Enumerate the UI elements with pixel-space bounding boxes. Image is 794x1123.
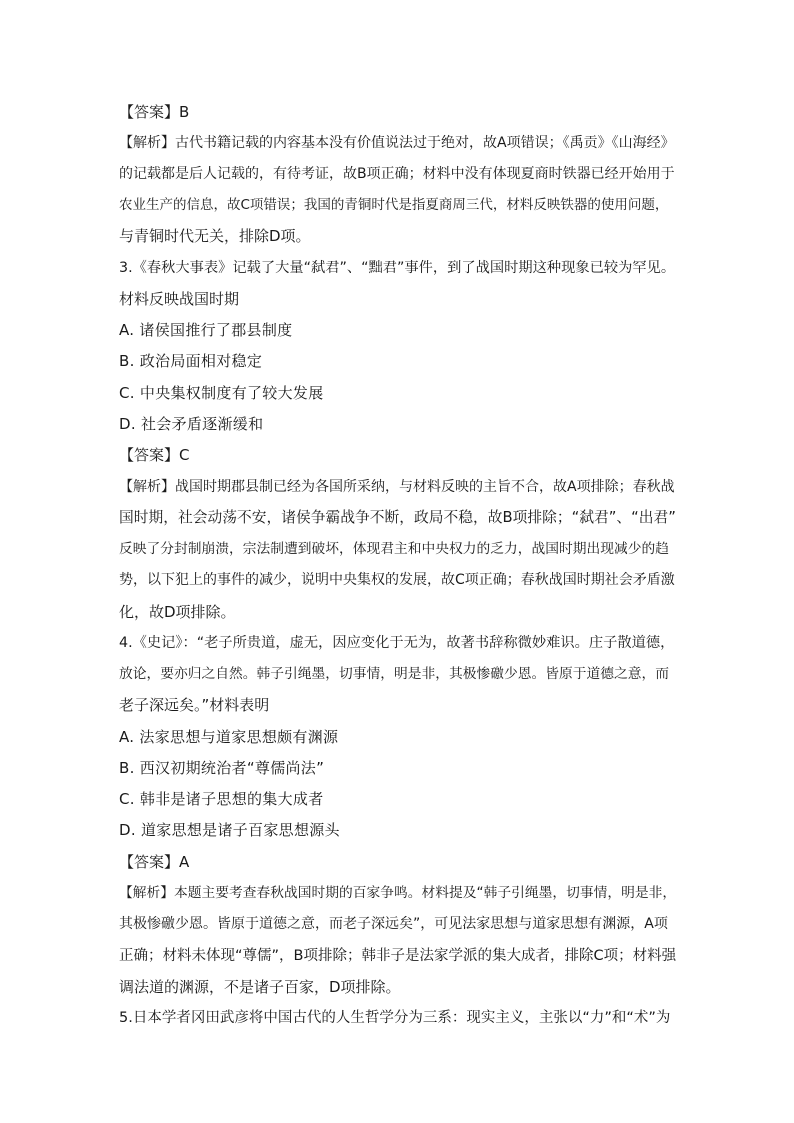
analysis-line: 国时期，社会动荡不安，诸侯争霸战争不断，政局不稳，故B项排除；“弑君”、“出君” xyxy=(119,509,676,526)
question-stem-line: 4.《史记》：“老子所贵道，虚无，因应变化于无为，故著书辞称微妙难识。庄子散道德， xyxy=(119,635,675,651)
question-stem-line: 材料反映战国时期 xyxy=(119,290,240,308)
analysis-line: 【解析】古代书籍记载的内容基本没有价值说法过于绝对，故A项错误；《禹贡》《山海经》 xyxy=(119,135,675,151)
question-stem-line: 5.日本学者冈田武彦将中国古代的人生哲学分为三系：现实主义，主张以“力”和“术”为 xyxy=(119,1010,671,1026)
analysis-line: 【解析】本题主要考查春秋战国时期的百家争鸣。材料提及“韩子引绳墨，切事情，明是非， xyxy=(119,885,677,901)
analysis-line: 正确；材料未体现“尊儒”，B项排除；韩非子是法家学派的集大成者，排除C项；材料强 xyxy=(119,948,677,964)
option-c: C. 韩非是诸子思想的集大成者 xyxy=(119,790,324,808)
option-a: A. 诸侯国推行了郡县制度 xyxy=(119,321,293,339)
answer-line: 【答案】A xyxy=(119,853,190,871)
analysis-line: 与青铜时代无关，排除D项。 xyxy=(119,227,311,245)
analysis-line: 【解析】战国时期郡县制已经为各国所采纳，与材料反映的主旨不合，故A项排除；春秋战 xyxy=(119,479,675,495)
answer-line: 【答案】C xyxy=(119,446,190,464)
analysis-line: 农业生产的信息，故C项错误；我国的青铜时代是指夏商周三代，材料反映铁器的使用问题， xyxy=(119,197,669,213)
analysis-line: 的记载都是后人记载的，有待考证，故B项正确；材料中没有体现夏商时铁器已经开始用于 xyxy=(119,166,675,182)
analysis-line: 化，故D项排除。 xyxy=(119,603,236,621)
analysis-line: 其极惨礉少恩。皆原于道德之意，而老子深远矣”，可见法家思想与道家思想有渊源，A项 xyxy=(119,916,668,932)
option-b: B. 西汉初期统治者“尊儒尚法” xyxy=(119,759,325,777)
question-stem-line: 放论，要亦归之自然。韩子引绳墨，切事情，明是非，其极惨礉少恩。皆原于道德之意，而 xyxy=(119,666,670,682)
option-d: D. 社会矛盾逐渐缓和 xyxy=(119,415,264,433)
option-b: B. 政治局面相对稳定 xyxy=(119,352,263,370)
question-stem-line: 老子深远矣。”材料表明 xyxy=(119,696,270,714)
option-a: A. 法家思想与道家思想颇有渊源 xyxy=(119,728,339,746)
answer-line: 【答案】B xyxy=(119,103,190,121)
option-c: C. 中央集权制度有了较大发展 xyxy=(119,384,324,402)
analysis-line: 反映了分封制崩溃，宗法制遭到破坏，体现君主和中央权力的乏力，战国时期出现减少的趋 xyxy=(119,541,670,557)
question-stem-line: 3.《春秋大事表》记载了大量“弑君”、“黜君”事件，到了战国时期这种现象已较为罕见。 xyxy=(119,260,676,276)
analysis-line: 调法道的渊源，不是诸子百家，D项排除。 xyxy=(119,978,401,996)
option-d: D. 道家思想是诸子百家思想源头 xyxy=(119,821,340,839)
analysis-line: 势，以下犯上的事件的减少，说明中央集权的发展，故C项正确；春秋战国时期社会矛盾激 xyxy=(119,572,675,588)
